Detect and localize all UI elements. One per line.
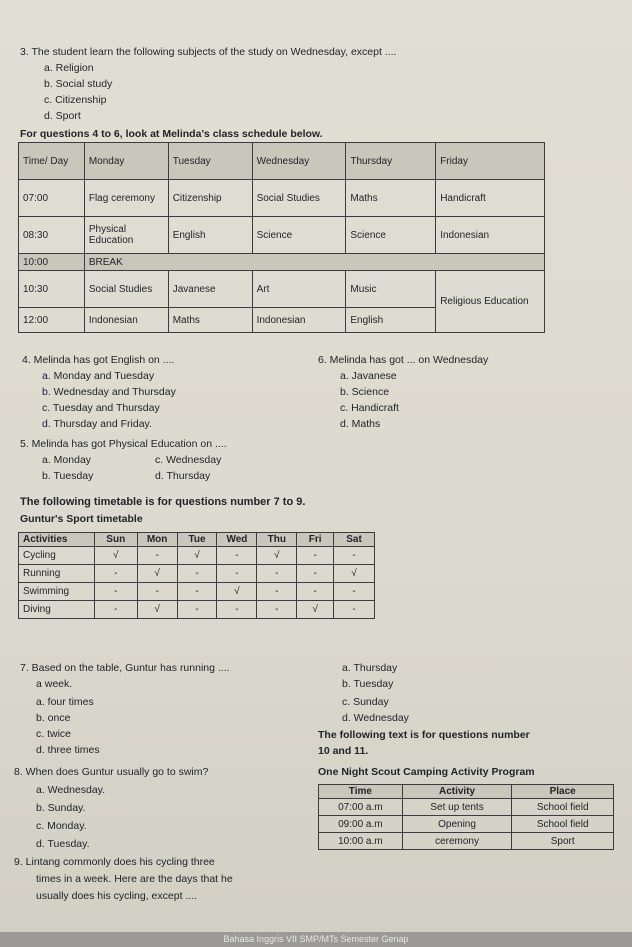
q7-option-d[interactable]: d. three times [36, 744, 100, 756]
schedule-cell: Religious Education [436, 271, 545, 333]
sport-cell: √ [137, 565, 177, 583]
sport-cell: - [177, 601, 217, 619]
sport-cell: Cycling [19, 547, 95, 565]
schedule-cell: 10:30 [19, 271, 85, 308]
q8-option-a[interactable]: a. Wednesday. [36, 784, 106, 796]
sport-cell: - [334, 601, 375, 619]
schedule-cell: Handicraft [436, 180, 545, 217]
q7-option-c[interactable]: c. twice [36, 728, 72, 740]
q4-option-a[interactable]: a. Monday and Tuesday [42, 370, 155, 382]
schedule-cell: Maths [168, 308, 252, 333]
class-schedule-table [18, 142, 545, 333]
q7-stem-cont: a week. [36, 678, 73, 690]
q3-option-c[interactable]: c. Citizenship [44, 94, 107, 106]
schedule-cell: English [346, 308, 436, 333]
sport-header-cell: Tue [177, 533, 217, 547]
camp-header-cell: Time [319, 785, 403, 799]
schedule-intro: For questions 4 to 6, look at Melinda's class schedule below. [20, 128, 323, 140]
schedule-break-cell: BREAK [84, 254, 544, 271]
camp-cell: 07:00 a.m [319, 799, 403, 816]
camp-intro: The following text is for questions number [318, 729, 530, 741]
schedule-header-row [19, 143, 545, 180]
sport-intro: The following timetable is for questions number 7 to 9. [20, 496, 306, 508]
sport-cell: - [257, 583, 297, 601]
q6-stem: 6. Melinda has got ... on Wednesday [318, 354, 489, 366]
sport-cell: - [177, 583, 217, 601]
schedule-cell: Music [346, 271, 436, 308]
sport-row [19, 547, 375, 565]
sport-cell: - [94, 583, 137, 601]
schedule-cell: Indonesian [84, 308, 168, 333]
q3-option-d[interactable]: d. Sport [44, 110, 81, 122]
q4-option-b[interactable]: b. Wednesday and Thursday [42, 386, 176, 398]
camp-cell: Sport [512, 833, 614, 850]
q4-option-c[interactable]: c. Tuesday and Thursday [42, 402, 160, 414]
q3-option-a[interactable]: a. Religion [44, 62, 94, 74]
sport-cell: - [257, 565, 297, 583]
schedule-cell: Flag ceremony [84, 180, 168, 217]
camp-cell: Set up tents [402, 799, 512, 816]
sport-header-cell: Fri [297, 533, 334, 547]
schedule-header-monday: Monday [84, 143, 168, 180]
sport-cell: - [297, 547, 334, 565]
q4-option-d[interactable]: d. Thursday and Friday. [42, 418, 152, 430]
camp-cell: 09:00 a.m [319, 816, 403, 833]
camp-cell: School field [512, 799, 614, 816]
q7-option-a[interactable]: a. four times [36, 696, 94, 708]
footer-bar: Bahasa Inggris VII SMP/MTs Semester Genap [0, 932, 632, 947]
sport-cell: - [177, 565, 217, 583]
schedule-row [19, 217, 545, 254]
schedule-cell: Physical Education [84, 217, 168, 254]
sport-header-row [19, 533, 375, 547]
schedule-cell: Science [346, 217, 436, 254]
sport-cell: - [257, 601, 297, 619]
camp-intro-cont: 10 and 11. [318, 745, 369, 757]
sport-cell: - [217, 547, 257, 565]
schedule-break-row [19, 254, 545, 271]
q6-option-b[interactable]: b. Science [340, 386, 390, 398]
sport-cell: - [217, 601, 257, 619]
schedule-cell: Science [252, 217, 346, 254]
q6-option-a[interactable]: a. Javanese [340, 370, 397, 382]
camp-cell: 10:00 a.m [319, 833, 403, 850]
q8-stem: 8. When does Guntur usually go to swim? [14, 766, 209, 778]
schedule-cell: Social Studies [252, 180, 346, 217]
q7-stem: 7. Based on the table, Guntur has running .... [20, 662, 230, 674]
camp-cell: Opening [402, 816, 512, 833]
sport-cell: - [94, 601, 137, 619]
q6-option-d[interactable]: d. Maths [340, 418, 381, 430]
camp-header-row [319, 785, 614, 799]
q3-option-b[interactable]: b. Social study [44, 78, 113, 90]
camp-row [319, 833, 614, 850]
camp-row [319, 816, 614, 833]
sport-cell: - [334, 583, 375, 601]
sport-cell: - [297, 583, 334, 601]
schedule-header-time: Time/ Day [19, 143, 85, 180]
q8-option-c[interactable]: c. Monday. [36, 820, 87, 832]
camp-cell: School field [512, 816, 614, 833]
sport-cell: √ [94, 547, 137, 565]
q3-stem: 3. The student learn the following subjects of the study on Wednesday, except .... [20, 46, 397, 58]
schedule-cell: Social Studies [84, 271, 168, 308]
schedule-row [19, 180, 545, 217]
sport-cell: √ [177, 547, 217, 565]
q8-option-b[interactable]: b. Sunday. [36, 802, 86, 814]
schedule-header-tuesday: Tuesday [168, 143, 252, 180]
schedule-cell: 07:00 [19, 180, 85, 217]
sport-row [19, 565, 375, 583]
schedule-cell: Maths [346, 180, 436, 217]
sport-header-cell: Sat [334, 533, 375, 547]
schedule-header-wednesday: Wednesday [252, 143, 346, 180]
sport-cell: - [217, 565, 257, 583]
q8-option-d[interactable]: d. Tuesday. [36, 838, 90, 850]
schedule-cell: Indonesian [252, 308, 346, 333]
schedule-cell: Art [252, 271, 346, 308]
sport-cell: Swimming [19, 583, 95, 601]
sport-row [19, 583, 375, 601]
q9-line2: times in a week. Here are the days that he [36, 873, 233, 885]
schedule-cell: Indonesian [436, 217, 545, 254]
q5-option-a[interactable]: a. Monday [42, 454, 92, 466]
schedule-cell: 10:00 [19, 254, 85, 271]
q5-option-c[interactable]: c. Wednesday [155, 454, 222, 466]
sport-cell: √ [217, 583, 257, 601]
right-option-a[interactable]: a. Thursday [342, 662, 398, 674]
schedule-cell: Citizenship [168, 180, 252, 217]
sport-cell: √ [297, 601, 334, 619]
schedule-header-thursday: Thursday [346, 143, 436, 180]
sport-header-cell: Activities [19, 533, 95, 547]
camp-cell: ceremony [402, 833, 512, 850]
q9-line1: 9. Lintang commonly does his cycling three [14, 856, 215, 868]
camp-title: One Night Scout Camping Activity Program [318, 766, 535, 778]
q4-stem: 4. Melinda has got English on .... [22, 354, 175, 366]
camp-row [319, 799, 614, 816]
q6-option-c[interactable]: c. Handicraft [340, 402, 399, 414]
camp-program-table [318, 784, 614, 850]
sport-cell: - [94, 565, 137, 583]
schedule-header-friday: Friday [436, 143, 545, 180]
sport-cell: √ [137, 601, 177, 619]
camp-header-cell: Place [512, 785, 614, 799]
sport-cell: Diving [19, 601, 95, 619]
right-option-d[interactable]: d. Wednesday [342, 712, 409, 724]
schedule-cell: English [168, 217, 252, 254]
sport-row [19, 601, 375, 619]
sport-timetable [18, 532, 375, 619]
sport-header-cell: Sun [94, 533, 137, 547]
sport-cell: √ [334, 565, 375, 583]
schedule-cell: 12:00 [19, 308, 85, 333]
right-option-b[interactable]: b. Tuesday [342, 678, 394, 690]
sport-title: Guntur's Sport timetable [20, 513, 143, 525]
sport-header-cell: Mon [137, 533, 177, 547]
schedule-cell: Javanese [168, 271, 252, 308]
sport-cell: √ [257, 547, 297, 565]
sport-cell: - [297, 565, 334, 583]
schedule-cell: 08:30 [19, 217, 85, 254]
sport-header-cell: Thu [257, 533, 297, 547]
q5-stem: 5. Melinda has got Physical Education on .... [20, 438, 227, 450]
right-option-c[interactable]: c. Sunday [342, 696, 389, 708]
q7-option-b[interactable]: b. once [36, 712, 71, 724]
schedule-row [19, 271, 545, 308]
q9-line3: usually does his cycling, except .... [36, 890, 198, 902]
q5-option-b[interactable]: b. Tuesday [42, 470, 94, 482]
sport-cell: Running [19, 565, 95, 583]
q5-option-d[interactable]: d. Thursday [155, 470, 211, 482]
sport-header-cell: Wed [217, 533, 257, 547]
camp-header-cell: Activity [402, 785, 512, 799]
sport-cell: - [334, 547, 375, 565]
sport-cell: - [137, 583, 177, 601]
sport-cell: - [137, 547, 177, 565]
